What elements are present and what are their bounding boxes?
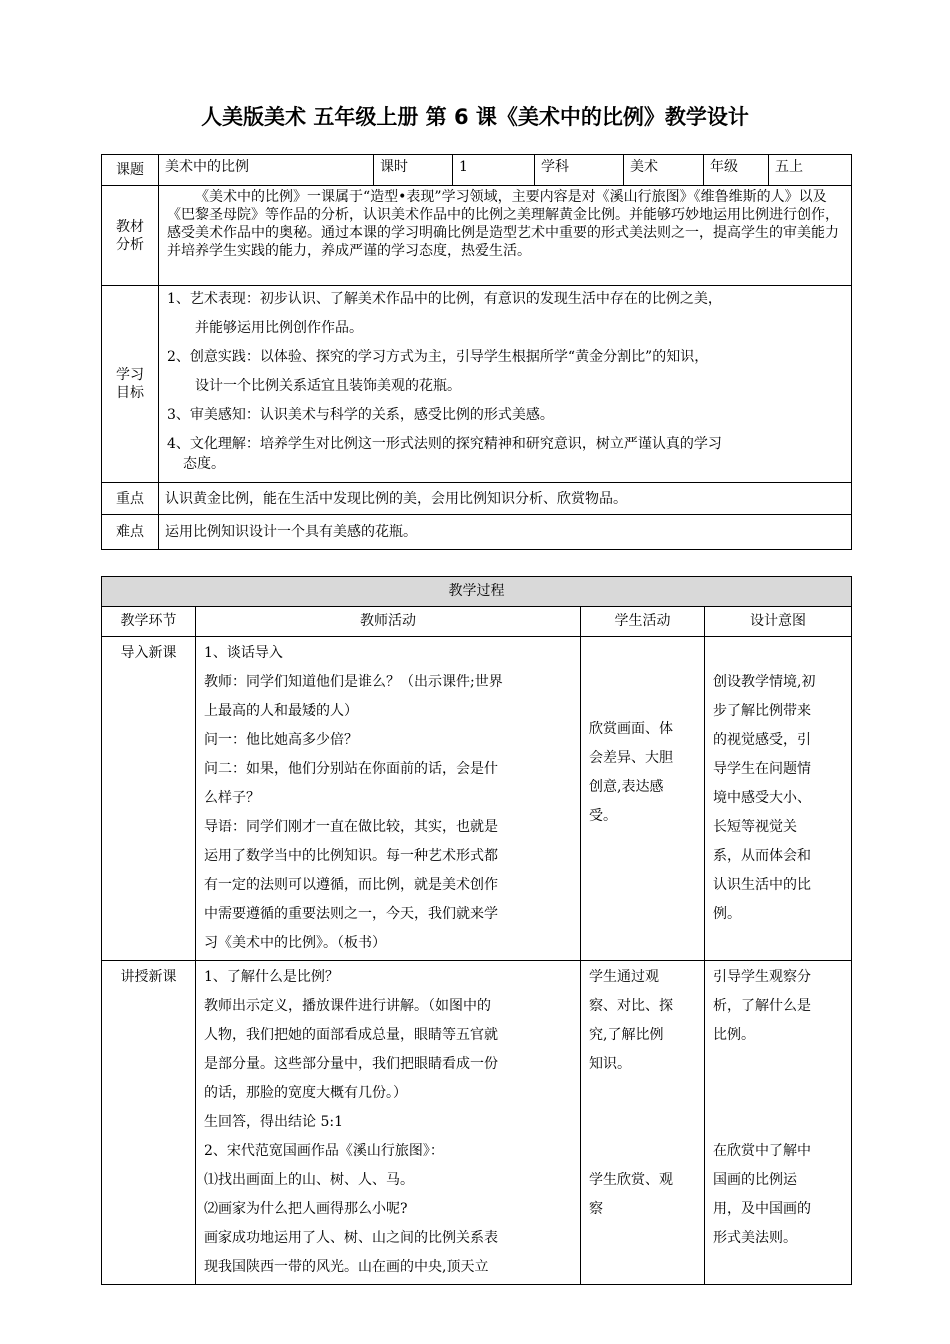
text-line: 欣赏画面、体 — [589, 721, 673, 737]
design-intent-intro — [705, 637, 852, 961]
difficult-text: 运用比例知识设计一个具有美感的花瓶。 — [159, 515, 852, 550]
col-header-teacher: 教师活动 — [196, 607, 581, 637]
text-line: 的视觉感受，引 — [713, 732, 811, 748]
goal-line: 3、审美感知：认识美术与科学的关系，感受比例的形式美感。 — [167, 407, 554, 423]
text-line: 认识生活中的比 — [713, 877, 811, 893]
text-line: 是部分量。这些部分量中，我们把眼睛看成一份 — [204, 1056, 498, 1072]
text-line: ⑵画家为什么把人画得那么小呢? — [204, 1201, 408, 1217]
text-line: 在欣赏中了解中 — [713, 1143, 811, 1159]
goal-line: 2、创意实践：以体验、探究的学习方式为主，引导学生根据所学“黄金分割比”的知识， — [167, 349, 709, 365]
teacher-activity-new-lesson — [196, 961, 581, 1285]
text-line: 中需要遵循的重要法则之一，今天，我们就来学 — [204, 906, 498, 922]
text-line: 运用了数学当中的比例知识。每一种艺术形式都 — [204, 848, 498, 864]
text-line: 步了解比例带来 — [713, 703, 811, 719]
text-line: 境中感受大小、 — [713, 790, 811, 806]
text-line: 问二：如果，他们分别站在你面前的话，会是什 — [204, 761, 498, 777]
text-line: 例。 — [713, 906, 741, 922]
course-label: 课题 — [102, 155, 159, 186]
student-activity-intro — [581, 637, 705, 961]
teacher-activity-intro — [196, 637, 581, 961]
text-line: 析，了解什么是 — [713, 998, 811, 1014]
text-line: 创设教学情境,初 — [713, 674, 816, 690]
text-line: 1、了解什么是比例？ — [204, 969, 339, 985]
stage-intro: 导入新课 — [102, 637, 196, 961]
text-line: 2、宋代范宽国画作品《溪山行旅图》： — [204, 1143, 444, 1159]
text-line: 么样子？ — [204, 790, 260, 806]
text-line: 察 — [589, 1201, 603, 1217]
text-line: 用，及中国画的 — [713, 1201, 811, 1217]
analysis-text: 《美术中的比例》一课属于“造型•表现”学习领域，主要内容是对《溪山行旅图》《维鲁维斯的人》以及《巴黎圣母院》等作品的分析，认识美术作品中的比例之美理解黄金比例。并能够巧妙地运用比例进行创作，感受美术作品中的奥秘。通过本课的学习明确比例是造型艺术中重要的形式美法则之一，提高学生的审美能力并培养学生实践的能力，养成严谨的学习态度，热爱生活。 — [159, 186, 852, 286]
text-line: 国画的比例运 — [713, 1172, 797, 1188]
goal-line: 1、艺术表现：初步认识、了解美术作品中的比例，有意识的发现生活中存在的比例之美， — [167, 291, 722, 307]
text-line: 人物，我们把她的面部看成总量，眼睛等五官就 — [204, 1027, 498, 1043]
text-line: 问一：他比她高多少倍？ — [204, 732, 358, 748]
goals-label: 学习目标 — [102, 286, 159, 483]
text-line: 究,了解比例 — [589, 1027, 664, 1043]
text-line: 创意,表达感 — [589, 779, 664, 795]
text-line: 画家成功地运用了人、树、山之间的比例关系表 — [204, 1230, 498, 1246]
text-line: 系，从而体会和 — [713, 848, 811, 864]
text-line: 导语：同学们刚才一直在做比较，其实，也就是 — [204, 819, 498, 835]
text-line: ⑴找出画面上的山、树、人、马。 — [204, 1172, 414, 1188]
text-line: 的话，那脸的宽度大概有几份。） — [204, 1085, 407, 1101]
col-header-intent: 设计意图 — [705, 607, 852, 637]
text-line: 形式美法则。 — [713, 1230, 797, 1246]
text-line: 学生通过观 — [589, 969, 659, 985]
subject-label: 学科 — [535, 155, 624, 186]
text-line: 受。 — [589, 808, 617, 824]
key-text: 认识黄金比例，能在生活中发现比例的美，会用比例知识分析、欣赏物品。 — [159, 483, 852, 515]
course-value: 美术中的比例 — [159, 155, 374, 186]
text-line: 引导学生观察分 — [713, 969, 811, 985]
stage-new-lesson: 讲授新课 — [102, 961, 196, 1285]
goal-line: 并能够运用比例创作作品。 — [195, 320, 363, 336]
text-line: 1、谈话导入 — [204, 645, 283, 661]
text-line: 学生欣赏、观 — [589, 1172, 673, 1188]
text-line: 会差异、大胆 — [589, 750, 673, 766]
text-line: 习《美术中的比例》。（板书） — [204, 935, 386, 951]
grade-value: 五上 — [769, 155, 852, 186]
text-line: 察、对比、探 — [589, 998, 673, 1014]
text-line: 生回答，得出结论 5:1 — [204, 1114, 343, 1130]
text-line: 长短等视觉关 — [713, 819, 797, 835]
text-line: 有一定的法则可以遵循，而比例，就是美术创作 — [204, 877, 498, 893]
col-header-stage: 教学环节 — [102, 607, 196, 637]
text-line: 上最高的人和最矮的人） — [204, 703, 358, 719]
hours-label: 课时 — [374, 155, 453, 186]
col-header-student: 学生活动 — [581, 607, 705, 637]
goal-line: 态度。 — [183, 456, 225, 472]
goal-line: 设计一个比例关系适宜且装饰美观的花瓶。 — [195, 378, 461, 394]
subject-value: 美术 — [624, 155, 704, 186]
key-label: 重点 — [102, 483, 159, 515]
text-line: 教师：同学们知道他们是谁么？（出示课件;世界 — [204, 674, 503, 690]
text-line: 现我国陕西一带的风光。山在画的中央,顶天立 — [204, 1259, 489, 1275]
text-line: 教师出示定义，播放课件进行讲解。（如图中的 — [204, 998, 491, 1014]
goals-list — [159, 286, 852, 483]
lesson-info-table — [101, 154, 852, 550]
page-title: 人美版美术 五年级上册 第 6 课《美术中的比例》教学设计 — [201, 105, 749, 129]
difficult-label: 难点 — [102, 515, 159, 550]
student-activity-new-lesson — [581, 961, 705, 1285]
text-line: 知识。 — [589, 1056, 631, 1072]
design-intent-new-lesson — [705, 961, 852, 1285]
text-line: 导学生在问题情 — [713, 761, 811, 777]
process-heading: 教学过程 — [102, 577, 852, 607]
analysis-label: 教材分析 — [102, 186, 159, 286]
hours-value: 1 — [453, 155, 535, 186]
goal-line: 4、文化理解：培养学生对比例这一形式法则的探究精神和研究意识，树立严谨认真的学习 — [167, 436, 722, 452]
teaching-process-table — [101, 576, 852, 1285]
grade-label: 年级 — [704, 155, 769, 186]
text-line: 比例。 — [713, 1027, 755, 1043]
